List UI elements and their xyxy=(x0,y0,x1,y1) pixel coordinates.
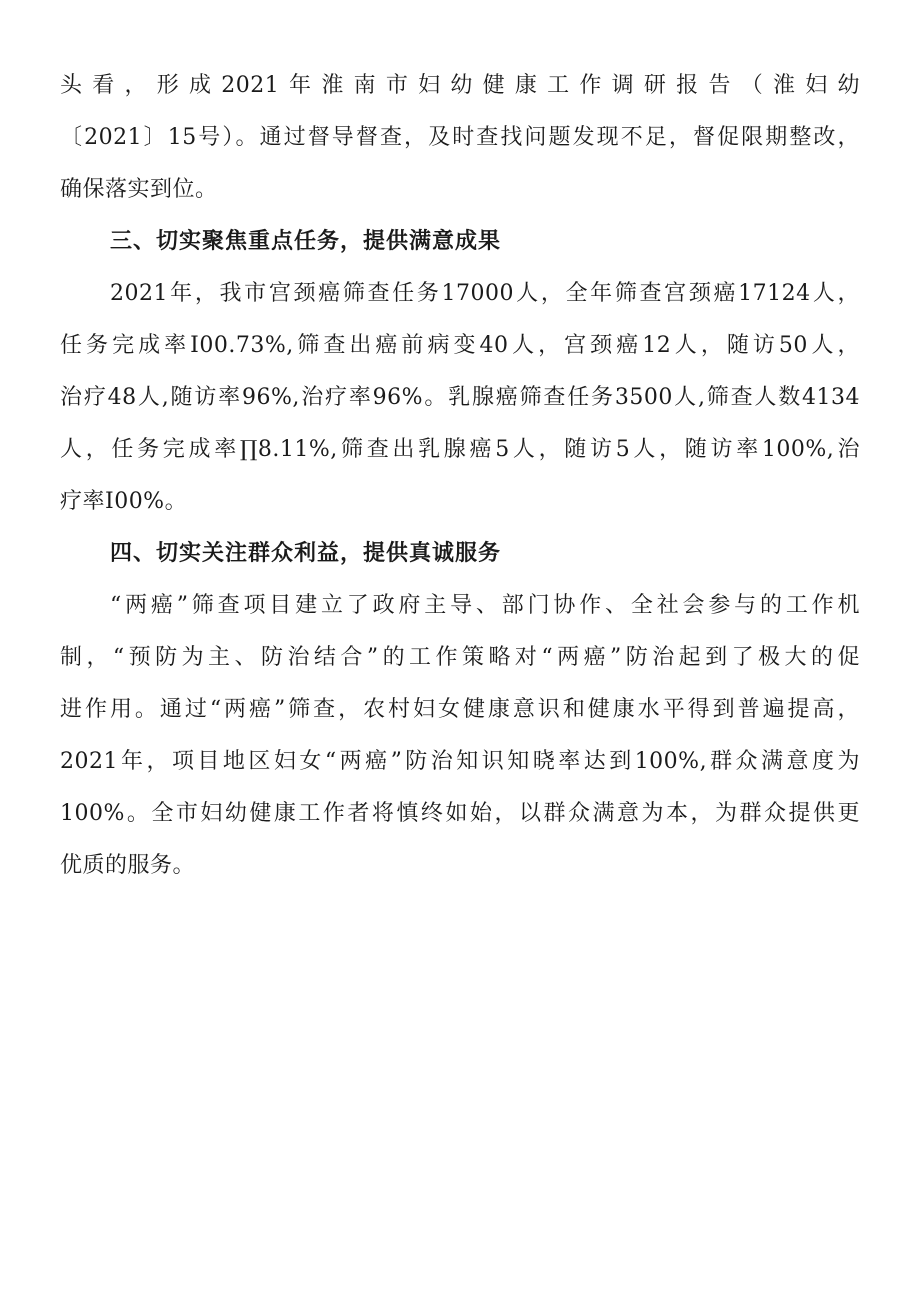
text-line: 确保落实到位。 xyxy=(60,177,218,202)
document-page xyxy=(60,60,860,892)
section-heading-4: 四、切实关注群众利益，提供真诚服务 xyxy=(110,541,502,566)
section-heading-3: 三、切实聚焦重点任务，提供满意成果 xyxy=(110,229,502,254)
text-line: 头看，形成2021年淮南市妇幼健康工作调研报告（淮妇幼 xyxy=(60,73,860,98)
text-line: 疗率I00%。 xyxy=(60,489,188,514)
text-line: 制，“预防为主、防治结合”的工作策略对“两癌”防治起到了极大的促 xyxy=(60,645,860,670)
text-line: 〔2021〕15号）。通过督导督查，及时查找问题发现不足，督促限期整改， xyxy=(60,125,860,150)
text-line: “两癌”筛查项目建立了政府主导、部门协作、全社会参与的工作机 xyxy=(110,593,860,618)
text-line: 治疗48人,随访率96%,治疗率96%。乳腺癌筛查任务3500人,筛查人数4134 xyxy=(60,385,860,410)
text-line: 进作用。通过“两癌”筛查，农村妇女健康意识和健康水平得到普遍提高， xyxy=(60,697,860,722)
text-line: 100%。全市妇幼健康工作者将慎终如始，以群众满意为本，为群众提供更 xyxy=(60,801,860,826)
text-line: 2021年，我市宫颈癌筛查任务17000人，全年筛查宫颈癌17124人， xyxy=(110,281,860,306)
paragraph-public-benefit xyxy=(60,580,860,892)
paragraph-screening-results xyxy=(60,268,860,528)
text-line: 人，任务完成率∏8.11%,筛查出乳腺癌5人，随访5人，随访率100%,治 xyxy=(60,437,860,462)
text-line: 2021年，项目地区妇女“两癌”防治知识知晓率达到100%,群众满意度为 xyxy=(60,749,860,774)
paragraph-supervision xyxy=(60,60,860,216)
text-line: 优质的服务。 xyxy=(60,853,196,878)
text-line: 任务完成率I00.73%,筛查出癌前病变40人，宫颈癌12人，随访50人， xyxy=(60,333,860,358)
